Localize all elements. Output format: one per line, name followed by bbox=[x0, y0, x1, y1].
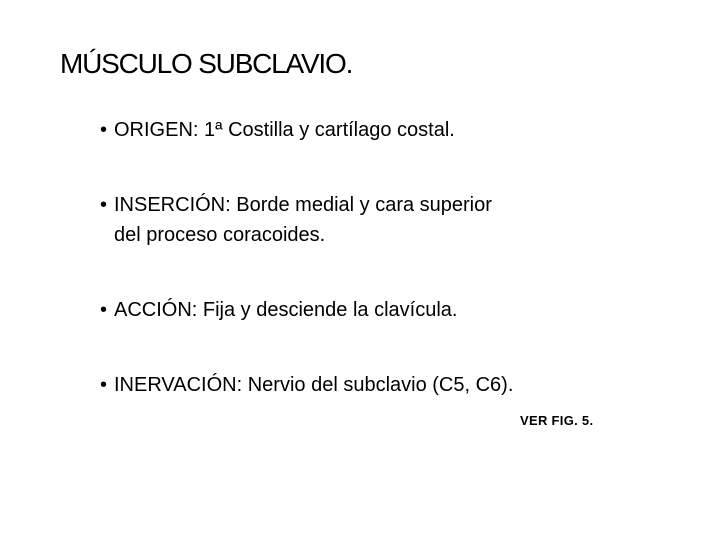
bullet-item-accion bbox=[100, 295, 640, 325]
bullet-marker: • bbox=[100, 194, 108, 216]
bullet-item-inervacion bbox=[100, 370, 640, 400]
bullet-text-continuation: del proceso coracoides. bbox=[114, 224, 326, 246]
bullet-marker: • bbox=[100, 299, 108, 321]
bullet-text: INSERCIÓN: Borde medial y cara superior bbox=[114, 194, 492, 216]
bullet-marker: • bbox=[100, 119, 108, 141]
bullet-marker: • bbox=[100, 374, 108, 396]
bullet-item-origen bbox=[100, 115, 640, 145]
bullet-text: ORIGEN: 1ª Costilla y cartílago costal. bbox=[114, 119, 455, 141]
slide-title: MÚSCULO SUBCLAVIO. bbox=[60, 48, 353, 79]
bullet-text: ACCIÓN: Fija y desciende la clavícula. bbox=[114, 299, 458, 321]
bullet-text: INERVACIÓN: Nervio del subclavio (C5, C6). bbox=[114, 374, 514, 396]
figure-reference: VER FIG. 5. bbox=[520, 413, 594, 428]
bullet-item-insercion bbox=[100, 190, 640, 250]
